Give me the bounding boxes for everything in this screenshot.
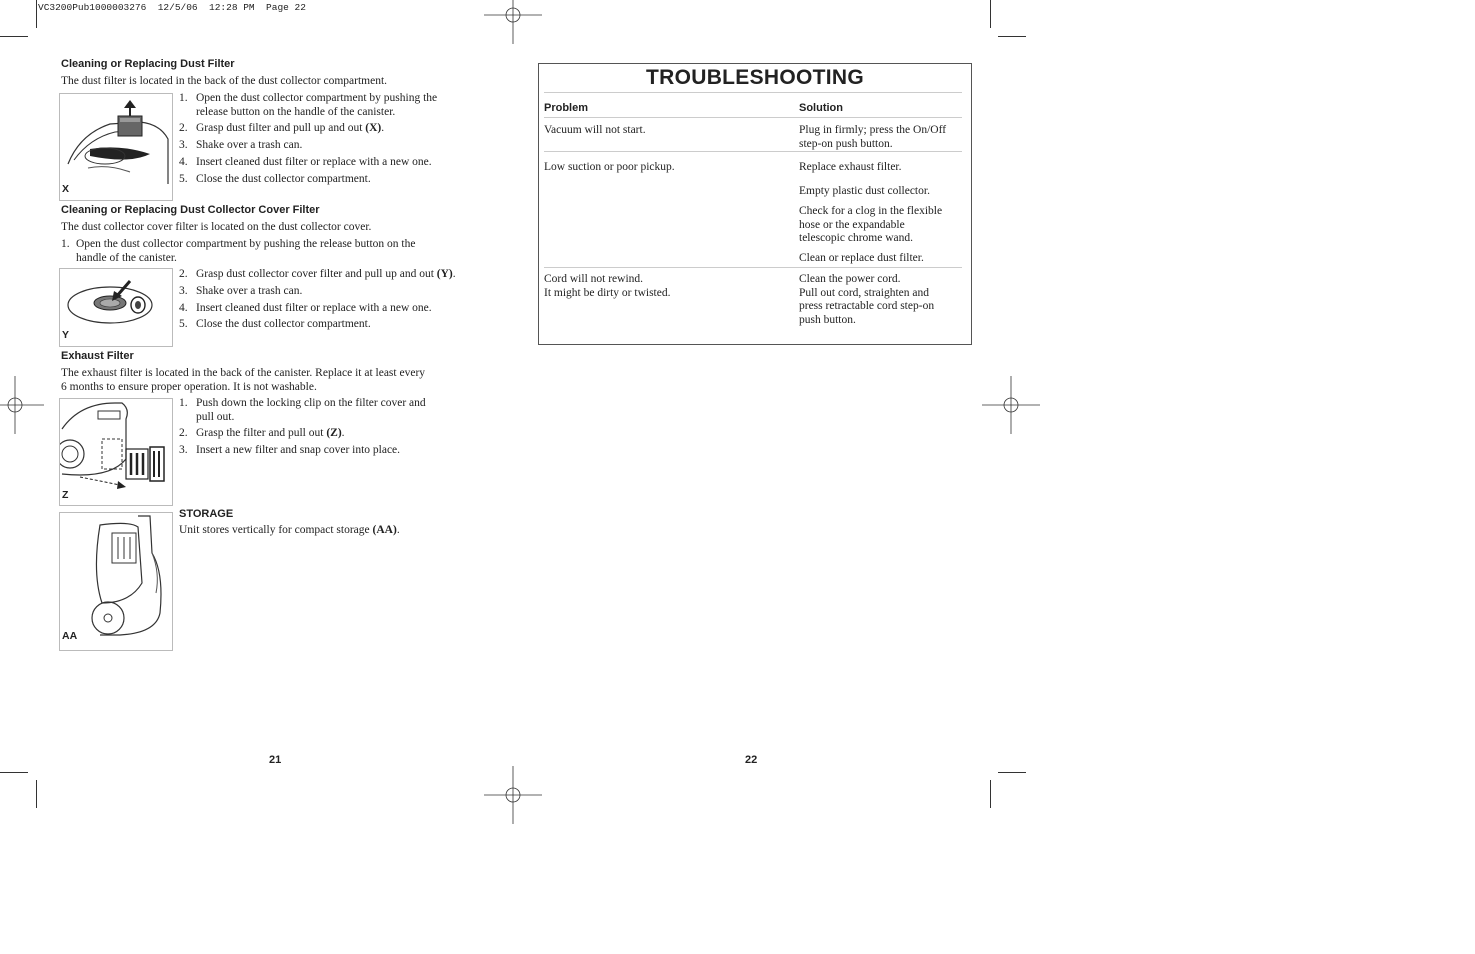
exhaust-filter-illustration bbox=[59, 398, 173, 506]
troubleshooting-box bbox=[538, 63, 972, 345]
solution-cell: Clean the power cord. Pull out cord, straighten and press retractable cord step-on push button. bbox=[799, 273, 935, 326]
page-number-left: 21 bbox=[269, 754, 282, 766]
dust-filter-step-5: 5. Close the dust collector compartment. bbox=[179, 173, 371, 185]
dust-filter-step-1: 1. Open the dust collector compartment by pushing the release button on the handle of the canister. bbox=[179, 92, 438, 118]
storage-text: Unit stores vertically for compact storage (AA). bbox=[179, 524, 400, 536]
solution-cell: Empty plastic dust collector. bbox=[799, 185, 930, 197]
registration-mark-bottom bbox=[484, 766, 542, 824]
troubleshooting-title: TROUBLESHOOTING bbox=[646, 66, 864, 89]
printer-slug: VC3200Pub1000003276 12/5/06 12:28 PM Page 22 bbox=[38, 2, 306, 13]
row-rule bbox=[544, 151, 962, 152]
cover-filter-step-1: 1. Open the dust collector compartment by pushing the release button on the handle of the canister. bbox=[61, 238, 416, 264]
exhaust-filter-step-3: 3. Insert a new filter and snap cover into place. bbox=[179, 444, 401, 456]
title-rule bbox=[544, 92, 962, 93]
solution-cell: Clean or replace dust filter. bbox=[799, 252, 924, 264]
dust-filter-step-2: 2. Grasp dust filter and pull up and out (X). bbox=[179, 122, 385, 134]
problem-cell: Cord will not rewind. It might be dirty or twisted. bbox=[544, 273, 671, 299]
dust-filter-heading: Cleaning or Replacing Dust Filter bbox=[61, 58, 235, 70]
cover-filter-step-5: 5. Close the dust collector compartment. bbox=[179, 318, 371, 330]
cover-filter-step-4: 4. Insert cleaned dust filter or replace with a new one. bbox=[179, 302, 432, 314]
header-rule bbox=[544, 117, 962, 118]
exhaust-filter-step-1: 1. Push down the locking clip on the filter cover and pull out. bbox=[179, 397, 426, 423]
exhaust-filter-step-2: 2. Grasp the filter and pull out (Z). bbox=[179, 427, 345, 439]
problem-cell: Vacuum will not start. bbox=[544, 124, 646, 136]
figure-label-z: Z bbox=[62, 489, 69, 501]
solution-cell: Check for a clog in the flexible hose or the expandable telescopic chrome wand. bbox=[799, 205, 943, 244]
exhaust-filter-intro: The exhaust filter is located in the back of the canister. Replace it at least every 6 months to ensure proper operation. It is not washable. bbox=[61, 367, 426, 393]
figure-label-aa: AA bbox=[62, 630, 78, 642]
dust-filter-illustration bbox=[59, 93, 173, 201]
dust-filter-step-4: 4. Insert cleaned dust filter or replace with a new one. bbox=[179, 156, 432, 168]
column-header-solution: Solution bbox=[799, 102, 843, 114]
row-rule bbox=[544, 267, 962, 268]
storage-heading: STORAGE bbox=[179, 508, 234, 520]
problem-cell: Low suction or poor pickup. bbox=[544, 161, 675, 173]
figure-label-x: X bbox=[62, 183, 70, 195]
cover-filter-step-2: 2. Grasp dust collector cover filter and pull up and out (Y). bbox=[179, 268, 456, 280]
cover-filter-step-3: 3. Shake over a trash can. bbox=[179, 285, 303, 297]
dust-filter-step-3: 3. Shake over a trash can. bbox=[179, 139, 303, 151]
registration-mark-left bbox=[0, 376, 44, 434]
dust-filter-intro: The dust filter is located in the back of the dust collector compartment. bbox=[61, 75, 388, 87]
solution-cell: Replace exhaust filter. bbox=[799, 161, 902, 173]
column-header-problem: Problem bbox=[544, 102, 589, 114]
solution-cell: Plug in firmly; press the On/Off step-on push button. bbox=[799, 124, 947, 150]
figure-label-y: Y bbox=[62, 329, 70, 341]
cover-filter-intro: The dust collector cover filter is located on the dust collector cover. bbox=[61, 221, 372, 233]
registration-mark-right bbox=[982, 376, 1040, 434]
cover-filter-heading: Cleaning or Replacing Dust Collector Cover Filter bbox=[61, 204, 320, 216]
cover-filter-illustration bbox=[59, 268, 173, 347]
storage-illustration bbox=[59, 512, 173, 651]
exhaust-filter-heading: Exhaust Filter bbox=[61, 350, 134, 362]
registration-mark-top bbox=[484, 0, 542, 44]
page-number-right: 22 bbox=[745, 754, 758, 766]
